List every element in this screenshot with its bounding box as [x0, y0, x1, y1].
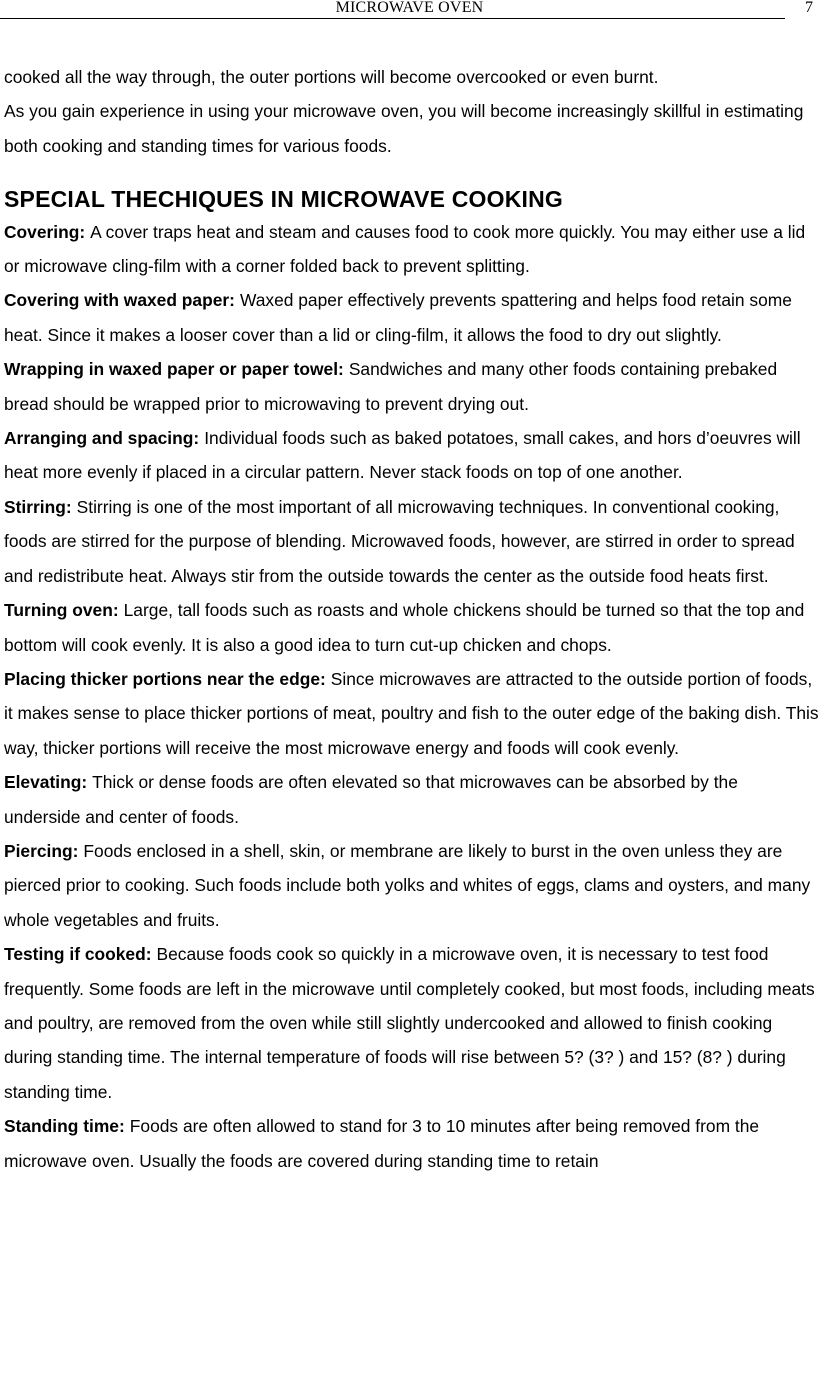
intro-paragraph: As you gain experience in using your microwave oven, you will become increasingly skillful in estimating both cooking and standing times for various foods. — [4, 101, 804, 156]
technique-term: Covering: — [4, 221, 86, 242]
technique-text: Foods enclosed in a shell, skin, or membrane are likely to burst in the oven unless they are pierced prior to cooking. Such foods include both yolks and whites of eggs, clams and oysters, and many whole vegetables and fruits. — [4, 840, 811, 930]
header-rule — [0, 18, 785, 19]
technique-term: Placing thicker portions near the edge: — [4, 668, 326, 689]
technique-paragraph-testing — [4, 937, 819, 1109]
technique-term: Arranging and spacing: — [4, 428, 200, 449]
technique-text: Sandwiches and many other foods containing prebaked bread should be wrapped prior to microwaving to prevent drying out. — [4, 359, 778, 414]
technique-term: Covering with waxed paper: — [4, 290, 235, 311]
technique-term: Standing time: — [4, 1116, 125, 1137]
technique-term: Piercing: — [4, 840, 79, 861]
technique-paragraph-waxed-paper — [4, 283, 819, 352]
technique-term: Testing if cooked: — [4, 944, 152, 965]
page-number: 7 — [805, 0, 813, 16]
technique-paragraph-wrapping — [4, 352, 819, 421]
page-body — [4, 60, 819, 1178]
technique-paragraph-turning — [4, 593, 819, 662]
technique-term: Stirring: — [4, 496, 72, 517]
technique-paragraph-piercing — [4, 834, 819, 937]
intro-paragraph: cooked all the way through, the outer portions will become overcooked or even burnt. — [4, 67, 659, 87]
technique-text: Because foods cook so quickly in a microwave oven, it is necessary to test food frequently. Some foods are left in the microwave until completely cooked, but most foods, including meats and poultry, are removed from the oven while still slightly undercooked and allowed to finish cooking during standing time. The internal temperature of foods will rise between 5? (3? ) and 15? (8? ) during standing time. — [4, 944, 815, 1102]
technique-text: A cover traps heat and steam and causes food to cook more quickly. You may either use a lid or microwave cling-film with a corner folded back to prevent splitting. — [4, 221, 806, 277]
technique-term: Turning oven: — [4, 600, 119, 621]
technique-text: Thick or dense foods are often elevated so that microwaves can be absorbed by the underside and center of foods. — [4, 772, 738, 827]
technique-paragraph-arranging — [4, 421, 819, 490]
technique-text: Individual foods such as baked potatoes, small cakes, and hors d’oeuvres will heat more evenly if placed in a circular pattern. Never stack foods on top of one another. — [4, 428, 801, 483]
document-title: MICROWAVE OVEN — [335, 0, 484, 16]
technique-paragraph-elevating — [4, 765, 819, 834]
technique-paragraph-stirring — [4, 490, 819, 593]
technique-text: Stirring is one of the most important of all microwaving techniques. In conventional cooking, foods are stirred for the purpose of blending. Microwaved foods, however, are stirred in order to spread and redistribute heat. Always stir from the outside towards the center as the outside food heats first. — [4, 496, 795, 586]
section-heading: SPECIAL THECHIQUES IN MICROWAVE COOKING — [4, 186, 563, 213]
technique-term: Elevating: — [4, 772, 88, 793]
technique-text: Waxed paper effectively prevents spattering and helps food retain some heat. Since it makes a looser cover than a lid or cling-film, it allows the food to dry out slightly. — [4, 290, 792, 345]
technique-paragraph-covering — [4, 215, 819, 284]
technique-paragraph-thicker-portions — [4, 662, 819, 765]
technique-text: Since microwaves are attracted to the outside portion of foods, it makes sense to place thicker portions of meat, poultry and fish to the outer edge of the baking dish. This way, thicker portions will receive the most microwave energy and foods will cook evenly. — [4, 668, 819, 758]
technique-paragraph-standing-time — [4, 1109, 819, 1178]
technique-text: Foods are often allowed to stand for 3 to 10 minutes after being removed from the microwave oven. Usually the foods are covered during standing time to retain — [4, 1116, 760, 1171]
page-header — [0, 0, 819, 20]
technique-text: Large, tall foods such as roasts and whole chickens should be turned so that the top and bottom will cook evenly. It is also a good idea to turn cut-up chicken and chops. — [4, 600, 805, 655]
technique-term: Wrapping in waxed paper or paper towel: — [4, 359, 344, 380]
